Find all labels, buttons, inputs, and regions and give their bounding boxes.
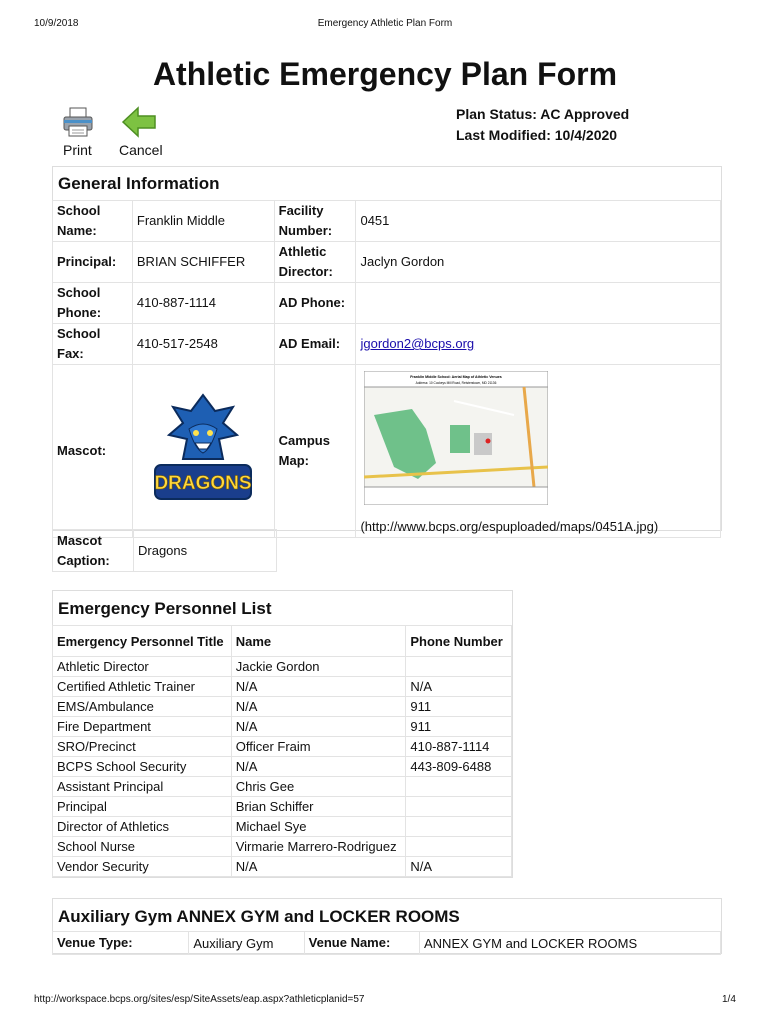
table-cell: N/A	[231, 677, 406, 697]
last-modified: Last Modified: 10/4/2020	[456, 127, 618, 143]
table-cell: Assistant Principal	[53, 777, 232, 797]
venue-name-label: Venue Name:	[304, 932, 419, 955]
table-cell: Jackie Gordon	[231, 657, 406, 677]
school-phone-label: School Phone:	[53, 283, 133, 324]
section-title: General Information	[58, 174, 220, 193]
emergency-personnel-section	[52, 590, 513, 878]
venue-type-value: Auxiliary Gym	[189, 932, 304, 955]
plan-status: Plan Status: AC Approved	[456, 106, 630, 122]
ad-phone-value	[356, 283, 721, 324]
table-row	[53, 657, 512, 677]
table-cell	[406, 777, 512, 797]
table-row	[53, 857, 512, 877]
table-cell	[406, 837, 512, 857]
athletic-director-label: Athletic Director:	[274, 242, 356, 283]
print-page-title: Emergency Athletic Plan Form	[317, 18, 453, 29]
facility-number-value: 0451	[356, 201, 721, 242]
printer-icon	[62, 106, 94, 138]
facility-number-label: Facility Number:	[274, 201, 356, 242]
table-cell: N/A	[406, 677, 512, 697]
principal-value: BRIAN SCHIFFER	[132, 242, 274, 283]
table-cell: Brian Schiffer	[231, 797, 406, 817]
table-cell: EMS/Ambulance	[53, 697, 232, 717]
venue-section	[52, 898, 722, 954]
mascot-caption-label: Mascot Caption:	[53, 530, 134, 572]
print-button[interactable]	[56, 106, 100, 162]
table-row	[53, 757, 512, 777]
table-row	[53, 677, 512, 697]
table-cell: N/A	[231, 697, 406, 717]
school-name-label: School Name:	[53, 201, 133, 242]
table-cell: N/A	[231, 857, 406, 877]
ad-email-link[interactable]: jgordon2@bcps.org	[360, 336, 475, 351]
mascot-caption-value: Dragons	[134, 530, 277, 572]
table-row	[53, 717, 512, 737]
map-address-text: Address: 10 Cockeys Mill Road, Reisterstown, MD 21136	[416, 381, 497, 385]
school-phone-value: 410-887-1114	[132, 283, 274, 324]
school-name-value: Franklin Middle	[132, 201, 274, 242]
table-cell	[406, 657, 512, 677]
column-header: Emergency Personnel Title	[53, 626, 232, 657]
table-cell: Certified Athletic Trainer	[53, 677, 232, 697]
venue-name-value: ANNEX GYM and LOCKER ROOMS	[420, 932, 721, 955]
table-cell: 911	[406, 697, 512, 717]
mascot-logo-text: DRAGONS	[154, 472, 252, 494]
mascot-label: Mascot:	[53, 365, 133, 538]
table-cell: BCPS School Security	[53, 757, 232, 777]
table-cell: N/A	[231, 717, 406, 737]
table-cell: Fire Department	[53, 717, 232, 737]
table-cell	[406, 797, 512, 817]
table-row	[53, 777, 512, 797]
ad-email-label: AD Email:	[274, 324, 356, 365]
table-cell: 911	[406, 717, 512, 737]
table-cell: SRO/Precinct	[53, 737, 232, 757]
table-cell: Director of Athletics	[53, 817, 232, 837]
athletic-director-value: Jaclyn Gordon	[356, 242, 721, 283]
table-cell: Officer Fraim	[231, 737, 406, 757]
school-fax-value: 410-517-2548	[132, 324, 274, 365]
print-url: http://workspace.bcps.org/sites/esp/SiteAssets/eap.aspx?athleticplanid=57	[34, 994, 365, 1005]
back-arrow-icon	[121, 106, 157, 138]
section-title: Auxiliary Gym ANNEX GYM and LOCKER ROOMS	[58, 907, 460, 926]
dragon-mascot-logo	[151, 389, 255, 509]
map-header-text: Franklin Middle School: Aerial Map of Athletic Venues	[410, 375, 503, 379]
cancel-label: Cancel	[119, 142, 163, 158]
cancel-button[interactable]	[116, 106, 166, 162]
table-cell: 410-887-1114	[406, 737, 512, 757]
table-cell: Virmarie Marrero-Rodriguez	[231, 837, 406, 857]
table-cell: School Nurse	[53, 837, 232, 857]
table-cell: Chris Gee	[231, 777, 406, 797]
table-cell: Principal	[53, 797, 232, 817]
table-cell	[406, 817, 512, 837]
ad-phone-label: AD Phone:	[274, 283, 356, 324]
campus-map-url: (http://www.bcps.org/espuploaded/maps/0451A.jpg)	[360, 519, 659, 534]
campus-map-label: Campus Map:	[274, 365, 356, 538]
table-cell: Vendor Security	[53, 857, 232, 877]
general-information-section	[52, 166, 722, 534]
print-label: Print	[63, 142, 92, 158]
section-title: Emergency Personnel List	[58, 599, 272, 618]
table-cell: N/A	[231, 757, 406, 777]
table-cell: N/A	[406, 857, 512, 877]
table-row	[53, 817, 512, 837]
venue-type-label: Venue Type:	[53, 932, 189, 955]
principal-label: Principal:	[53, 242, 133, 283]
table-row	[53, 737, 512, 757]
table-cell: Michael Sye	[231, 817, 406, 837]
print-date: 10/9/2018	[34, 18, 79, 29]
campus-map-image	[364, 371, 548, 505]
table-row	[53, 837, 512, 857]
column-header: Name	[231, 626, 406, 657]
page-title: Athletic Emergency Plan Form	[152, 56, 618, 92]
print-page-number: 1/4	[722, 994, 736, 1005]
table-cell: 443-809-6488	[406, 757, 512, 777]
school-fax-label: School Fax:	[53, 324, 133, 365]
table-row	[53, 797, 512, 817]
column-header: Phone Number	[406, 626, 512, 657]
table-row	[53, 697, 512, 717]
table-cell: Athletic Director	[53, 657, 232, 677]
